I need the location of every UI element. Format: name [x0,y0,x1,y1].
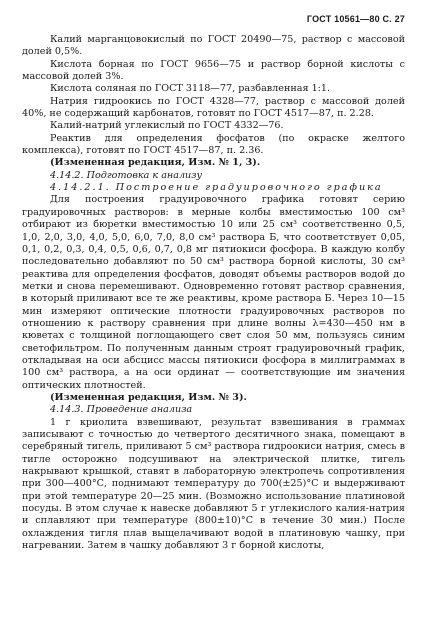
document-body [22,34,405,552]
paragraph: 1 г криолита взвешивают, результат взвешивания в граммах записывают с точностью до четвертого десятичного знака, помещают в серебряный тигель, приливают 5 см³ раствора гидроокиси натрия, смесь в тигле осторожно подсушивают на электрической плитке, тигель накрывают крышкой, ставят в лабораторную электропечь сопротивления при 300—400°С, поднимают температуру до 700(±25)°С и выдерживают при этой температуре 20—25 мин. (Возможно использование платиновой посуды. В этом случае к навеске добавляют 5 г углекислого калия-натрия и сплавляют при температуре (800±10)°С в течение 30 мин.) После охлаждения тигля плав выщелачивают водой в платиновую чашку, при нагревании. Затем в чашку добавляют 3 г борной кислоты, [22,416,405,552]
paragraph: Кислота соляная по ГОСТ 3118—77, разбавленная 1:1. [50,83,331,95]
paragraph: Реактив для определения фосфатов (по окраске желтого комплекса), готовят по ГОСТ 4517—87, п. 2.36. [22,132,405,157]
paragraph: Кислота борная по ГОСТ 9656—75 и раствор борной кислоты с массовой долей 3%. [22,58,405,83]
section-heading: (Измененная редакция, Изм. № 1, 3). [50,157,261,169]
section-heading: (Измененная редакция, Изм. № 3). [50,391,247,403]
paragraph: Натрия гидроокись по ГОСТ 4328—77, раствор с массовой долей 40%, не содержащий карбонатов, готовят по ГОСТ 4517—87, п. 2.28. [22,95,405,120]
section-heading: 4.14.2. Подготовка к анализу [50,169,203,181]
paragraph: Калий-натрий углекислый по ГОСТ 4332—76. [50,120,284,132]
page-header: ГОСТ 10561—80 С. 27 [306,14,405,24]
paragraph: Калий марганцовокислый по ГОСТ 20490—75, раствор с массовой долей 0,5%. [22,34,405,58]
paragraph: Для построения градуировочного графика готовят серию градуировочных растворов: в мерные колбы вместимостью 100 см³ отбирают из бюретки вместимостью 10 или 25 см³ соответственно 0,5, 1,0, 2,0, 3,0, 4,0, 5,0, 6,0, 7,0, 8,0 см³ раствора Б, что соответствует 0,05, 0,1, 0,2, 0,3, 0,4, 0,5, 0,6, 0,7, 0,8 мг пятиокиси фосфора. В каждую колбу последовательно добавляют по 50 см³ раствора борной кислоты, 30 см³ реактива для определения фосфатов, доводят объемы растворов водой до метки и снова перемешивают. Одновременно готовят раствор сравнения, в который приливают все те же реактивы, кроме раствора Б. Через 10—15 мин измеряют оптические плотности градуировочных растворов по отношению к раствору сравнения при длине волны λ=430—450 нм в кюветах с толщиной поглощающего свет слоя 50 мм, пользуясь синим светофильтром. По полученным данным строят градуировочный график, откладывая на оси абсцисс массы пятиокиси фосфора в миллиграммах в 100 см³ раствора, а на оси ординат — соответствующие им значения оптических плотностей. [22,194,405,391]
section-heading: 4.14.2.1. Построение градуировочного графика [50,182,383,194]
section-heading: 4.14.3. Проведение анализа [50,404,193,416]
